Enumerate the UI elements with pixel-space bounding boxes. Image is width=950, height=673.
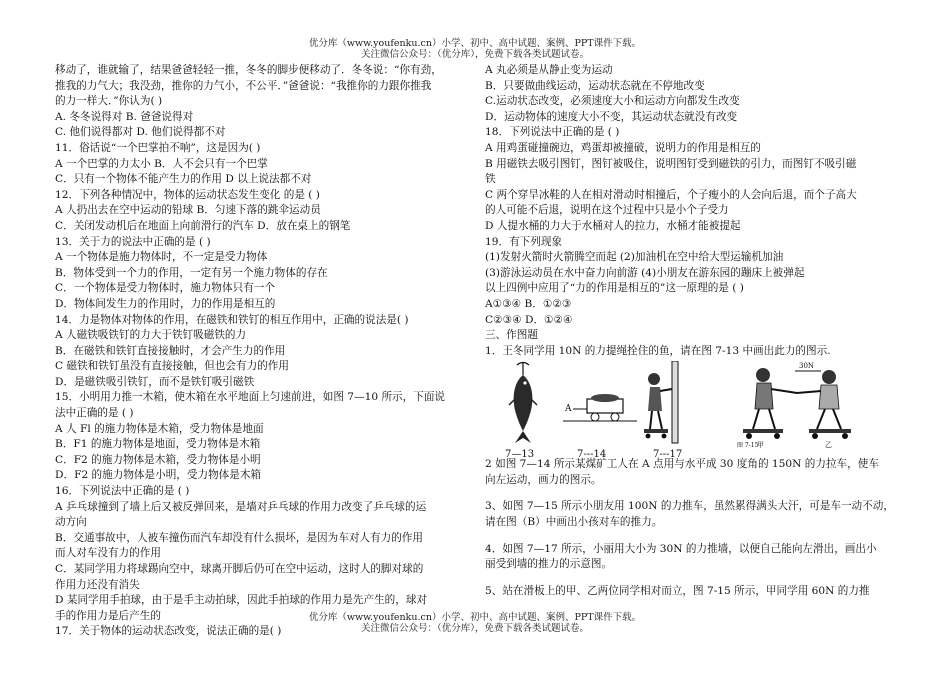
option-line: C．一个物体是受力物体时，施力物体只有一个 <box>55 282 275 295</box>
option-line: A. 冬冬说得对 B. 爸爸说得对 <box>55 110 194 123</box>
cart-icon <box>563 387 637 433</box>
text-line: (1)发射火箭时火箭腾空而起 (2)加油机在空中给大型运输机加油 <box>485 251 784 264</box>
option-line: C 磁铁和铁钉虽没有直接接触，但也会有力的作用 <box>55 360 289 373</box>
text-line: 而人对车没有力的作用 <box>55 547 161 560</box>
fig-715-label: 图 7-15 <box>737 442 759 450</box>
text-line: 铁 <box>485 173 496 186</box>
right-column <box>485 63 897 599</box>
option-line: A 一个物体是施力物体时，不一定是受力物体 <box>55 251 268 264</box>
drawing-question-5: 5、站在滑板上的甲、乙两位同学相对而立，图 7-15 所示，甲同学用 60N 的力推 <box>485 584 870 597</box>
option-line: B．在磁铁和铁钉直接接触时，才会产生力的作用 <box>55 344 286 357</box>
spacer <box>485 573 897 584</box>
option-line: D 人提水桶的力大于水桶对人的拉力，水桶才能被提起 <box>485 219 741 232</box>
question-18: 18．下列说法中正确的是 ( ) <box>485 126 620 139</box>
drawing-question-2: 2 如图 7—14 所示某煤矿工人在 A 点用与水平成 30 度角的 150N 的力拉车，使车 <box>485 458 879 471</box>
option-line: C.运动状态改变，必须速度大小和运动方向都发生改变 <box>485 95 740 108</box>
skateboard-figure <box>735 359 861 449</box>
text-line: 动方向 <box>55 516 87 529</box>
spacer <box>485 531 897 542</box>
option-line: C②③④ D．①②④ <box>485 313 573 326</box>
option-line: A 丸必须是从静止变为运动 <box>485 64 613 76</box>
text-line: 移动了，谁就输了，结果爸爸轻轻一推，冬冬的脚步便移动了．冬冬说：“你有劲， <box>55 64 442 76</box>
skaters-icon <box>735 359 861 449</box>
fish-icon <box>503 361 543 445</box>
option-line: A 人扔出去在空中运动的铅球 B．匀速下落的跳伞运动员 <box>55 204 321 217</box>
drawing-question-3: 3、如图 7—15 所示小朋友用 100N 的力推车，虽然累得满头大汗，可是车一动不动， <box>485 500 894 513</box>
text-line: 的力一样大．”你认为( ) <box>55 95 163 108</box>
option-line: C. 他们说得都对 D. 他们说得都不对 <box>55 126 226 139</box>
option-line: C 两个穿旱冰鞋的人在相对滑动时相撞后，个子瘦小的人会向后退，而个子高大 <box>485 188 857 201</box>
girl-wall-icon <box>640 361 688 445</box>
text-line: 的人可能不后退，说明在这个过程中只是小个子受力 <box>485 204 729 217</box>
footer-line-1: 优分库（www.youfenku.cn）小学、初中、高中试题、案例、PPT课件下载。 <box>308 612 642 623</box>
option-line: B 用磁铁去吸引图钉，图钉被吸住，说明图钉受到磁铁的引力，而图钉不吸引磁 <box>485 157 857 170</box>
footer-line-2: 关注微信公众号：（优分库），免费下载各类试题试卷。 <box>360 623 589 634</box>
option-line: B．交通事故中，人被车撞伤而汽车却没有什么损坏，是因为车对人有力的作用 <box>55 531 423 544</box>
text-line: (3)游泳运动员在水中奋力向前游 (4)小朋友在游东园的蹦床上被弹起 <box>485 266 805 279</box>
question-17: 17．关于物体的运动状态改变，说法正确的是( ) <box>55 625 282 638</box>
cart-figure <box>563 387 637 433</box>
question-15: 15．小明用力推一木箱，使木箱在水平地面上匀速前进，如图 7—10 所示，下面说 <box>55 391 446 404</box>
option-line: D．F2 的施力物体是小明，受力物体是木箱 <box>55 469 262 482</box>
option-line: C．关闭发动机后在地面上向前滑行的汽车 D．放在桌上的钢笔 <box>55 219 351 232</box>
question-14: 14．力是物体对物体的作用，在磁铁和铁钉的相互作用中，正确的说法是( ) <box>55 313 409 326</box>
question-16: 16．下列说法中正确的是 ( ) <box>55 485 190 498</box>
header-line-1: 优分库（www.youfenku.cn）小学、初中、高中试题、案例、PPT课件下载。 <box>308 38 642 49</box>
option-line: B．物体受到一个力的作用，一定有另一个施力物体的存在 <box>55 266 328 279</box>
label-jia: 甲 <box>757 441 764 450</box>
option-line: D．物体间发生力的作用时，力的作用是相互的 <box>55 297 276 310</box>
option-line: D 某同学用手拍球，由于是手主动拍球，因此手拍球的作用力是先产生的，球对 <box>55 594 428 607</box>
text-line: 以上四例中应用了“力的作用是相互的”这一原理的是 ( ) <box>485 282 744 295</box>
option-line: A 一个巴掌的力太小 B．人不会只有一个巴掌 <box>55 157 268 170</box>
option-line: A 用鸡蛋碰撞碗边，鸡蛋却被撞破，说明力的作用是相互的 <box>485 141 761 154</box>
option-line: B．F1 的施力物体是地面，受力物体是木箱 <box>55 438 261 451</box>
left-column <box>55 63 467 640</box>
option-line: A 乒乓球撞到了墙上后又被反弹回来，是墙对乒乓球的作用力改变了乒乓球的运 <box>55 500 427 513</box>
question-13: 13．关于力的说法中正确的是 ( ) <box>55 235 211 248</box>
option-line: C．某同学用力将球踢向空中，球离开脚后仍可在空中运动，这时人的脚对球的 <box>55 563 424 575</box>
point-a-label: A <box>565 404 572 415</box>
option-line: C．F2 的施力物体是木箱，受力物体是小明 <box>55 453 261 466</box>
fish-figure <box>503 361 543 445</box>
option-line: B．只要做曲线运动，运动状态就在不停地改变 <box>485 79 705 92</box>
spacer <box>485 488 897 499</box>
text-line: 请在图（B）中画出小孩对车的推力。 <box>485 516 663 529</box>
force-30n-label: 30N <box>799 362 815 371</box>
option-line: A①③④ B．①②③ <box>485 297 572 310</box>
option-line: D．是磁铁吸引铁钉，而不是铁钉吸引磁铁 <box>55 375 255 388</box>
option-line: C．只有一个物体不能产生力的作用 D 以上说法都不对 <box>55 173 312 186</box>
option-line: A 人磁铁吸铁钉的力大于铁钉吸磁铁的力 <box>55 329 247 342</box>
text-line: 作用力还没有消失 <box>55 578 140 591</box>
question-11: 11．俗话说“一个巴掌拍不响”，这是因为( ) <box>55 141 261 154</box>
text-line: 丽受到墙的推力的示意图。 <box>485 558 613 571</box>
drawing-question-1: 1．王冬同学用 10N 的力提绳拴住的鱼，请在图 7-13 中画出此力的图示. <box>485 344 831 357</box>
page-header <box>0 38 950 60</box>
option-line: D．运动物体的速度大小不变，其运动状态就没有改变 <box>485 110 738 123</box>
drawing-question-4: 4．如图 7—17 所示，小丽用大小为 30N 的力推墙，以便自己能向左滑出，画出小 <box>485 542 877 555</box>
text-line: 法中正确的是 ( ) <box>55 407 134 420</box>
header-line-2: 关注微信公众号：（优分库），免费下载各类试题试卷。 <box>360 49 589 60</box>
figures-row <box>485 359 897 461</box>
wall-push-figure <box>640 361 688 445</box>
question-12: 12．下列各种情况中，物体的运动状态发生变化 的是 ( ) <box>55 188 320 201</box>
label-yi: 乙 <box>825 441 832 450</box>
page-footer <box>0 612 950 634</box>
caption-7-17: 7---17 <box>653 449 683 461</box>
text-line: 推我的力气大；我没劲，推你的力气小，不公平．”爸爸说：“我推你的力跟你推我 <box>55 79 432 92</box>
text-line: 向左运动，画力的图示。 <box>485 473 602 486</box>
question-19: 19．有下列现象 <box>485 235 563 248</box>
caption-7-13: 7—13 <box>505 449 535 461</box>
text-line: 手的作用力是后产生的 <box>55 609 161 622</box>
option-line: A 人 Fl 的施力物体是木箱，受力物体是地面 <box>55 422 264 435</box>
section-heading: 三、作图题 <box>485 329 538 342</box>
caption-7-14: 7---14 <box>577 449 607 461</box>
